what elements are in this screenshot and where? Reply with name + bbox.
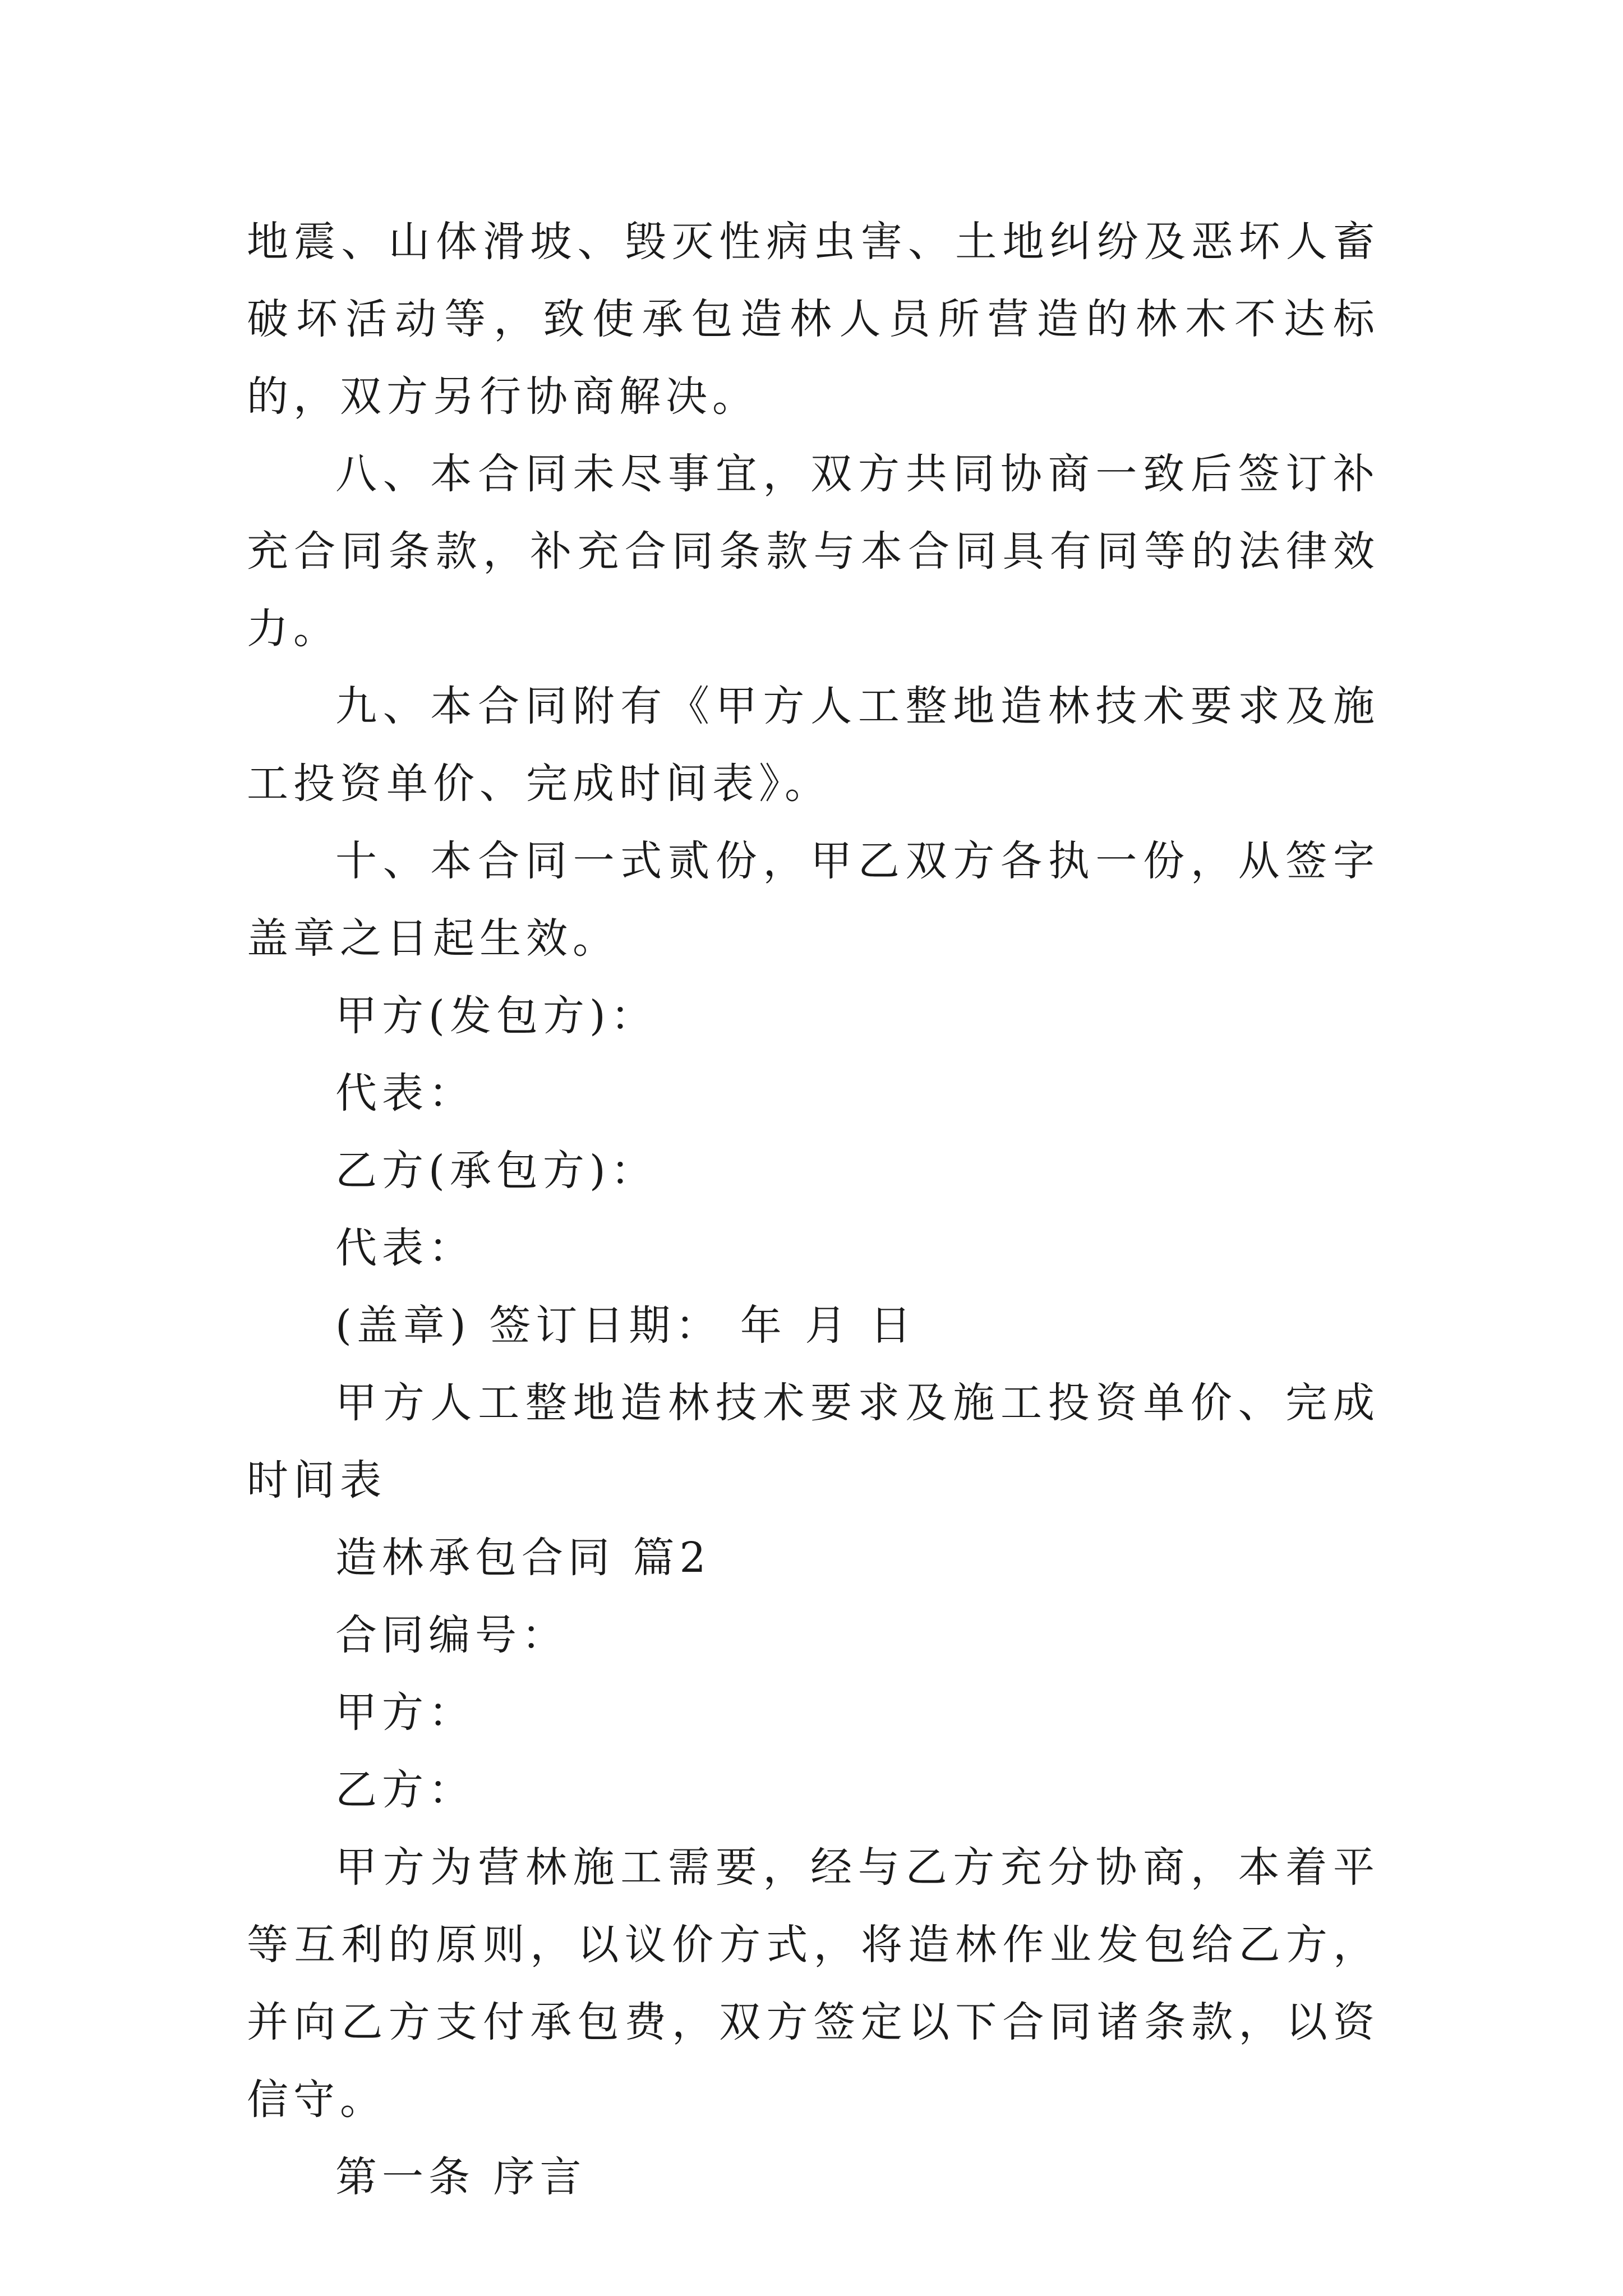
section-heading-contract-2: 造林承包合同 篇2 [335, 1534, 711, 1582]
contract-number-label: 合同编号： [335, 1611, 568, 1659]
paragraph-preamble: 甲方为营林施工需要，经与乙方充分协商，本着平等互利的原则，以议价方式，将造林作业发包给乙方，并向乙方支付承包费，双方签定以下合同诸条款，以资信守。 [247, 1843, 1380, 2124]
paragraph-clause-8: 八、本合同未尽事宜，双方共同协商一致后签订补充合同条款，补充合同条款与本合同具有同等的法律效力。 [247, 450, 1380, 653]
party-a-short-label: 甲方： [335, 1688, 475, 1737]
party-b-label: 乙方(承包方)： [335, 1147, 657, 1195]
paragraph-force-majeure-continued: 地震、山体滑坡、毁灭性病虫害、土地纠纷及恶坏人畜破坏活动等，致使承包造林人员所营造的林木不达标的，双方另行协商解决。 [247, 218, 1380, 421]
paragraph-clause-10: 十、本合同一式贰份，甲乙双方各执一份，从签字盖章之日起生效。 [247, 837, 1380, 963]
article-1-heading: 第一条 序言 [335, 2153, 587, 2201]
attachment-title: 甲方人工整地造林技术要求及施工投资单价、完成时间表 [247, 1379, 1380, 1504]
party-a-representative-label: 代表： [335, 1069, 475, 1117]
party-b-short-label: 乙方： [335, 1766, 475, 1814]
document-body [247, 203, 1380, 2216]
party-b-representative-label: 代表： [335, 1224, 475, 1272]
party-a-label: 甲方(发包方)： [335, 992, 657, 1040]
seal-and-signing-date: (盖章) 签订日期： 年 月 日 [335, 1301, 916, 1350]
paragraph-clause-9: 九、本合同附有《甲方人工整地造林技术要求及施工投资单价、完成时间表》。 [247, 682, 1380, 808]
